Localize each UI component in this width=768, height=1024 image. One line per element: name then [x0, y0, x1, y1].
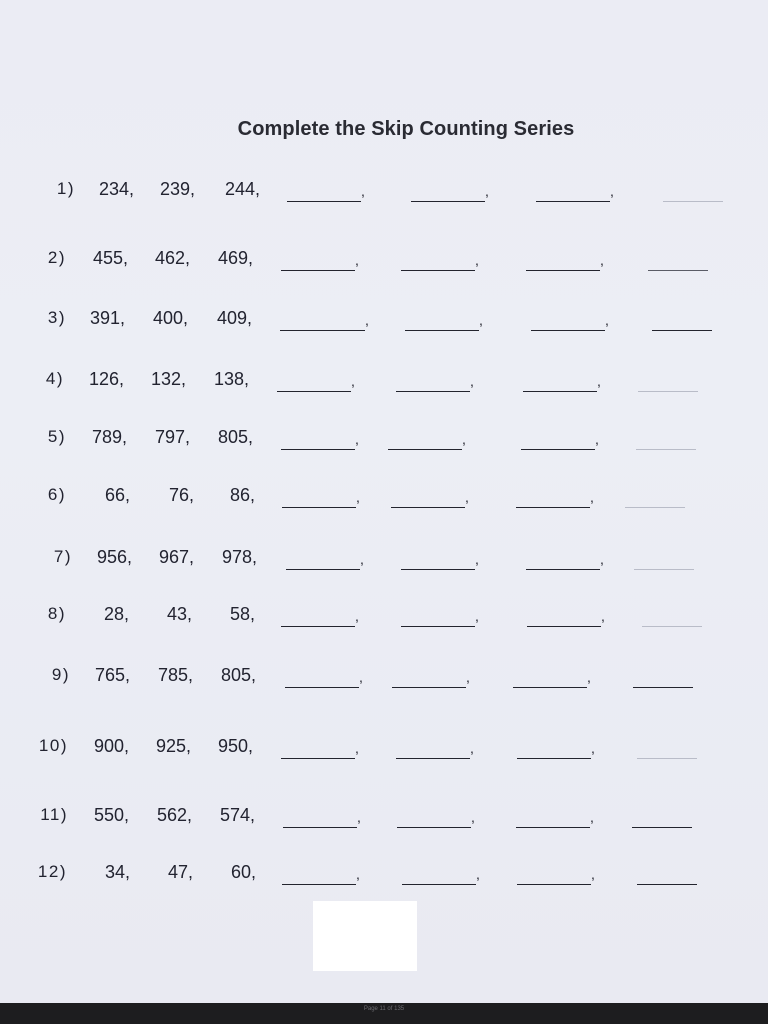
answer-blank[interactable]	[405, 308, 479, 331]
blank-comma: ,	[470, 373, 474, 389]
page-title: Complete the Skip Counting Series	[237, 118, 575, 140]
redaction-box	[313, 901, 417, 971]
answer-blank[interactable]	[633, 665, 693, 688]
answer-blank[interactable]	[401, 547, 475, 570]
term: 950,	[218, 736, 254, 756]
problem-row-4	[0, 369, 768, 399]
answer-blank[interactable]	[287, 179, 361, 202]
problem-number: 12)	[37, 862, 67, 881]
blank-comma: ,	[462, 431, 466, 447]
term: 462,	[155, 248, 191, 268]
page-indicator: Page 11 of 135	[363, 1006, 405, 1012]
answer-blank[interactable]	[632, 805, 692, 828]
answer-blank[interactable]	[286, 547, 360, 570]
answer-blank[interactable]	[396, 369, 470, 392]
answer-blank[interactable]	[634, 547, 694, 570]
answer-blank[interactable]	[282, 485, 356, 508]
term: 244,	[225, 179, 261, 199]
problem-number: 7)	[53, 547, 72, 566]
blank-comma: ,	[475, 551, 479, 567]
answer-blank[interactable]	[638, 369, 698, 392]
term: 574,	[220, 805, 256, 825]
problem-number: 10)	[38, 736, 68, 755]
answer-blank[interactable]	[401, 604, 475, 627]
problem-number: 1)	[56, 179, 75, 198]
problem-row-11	[0, 805, 768, 835]
blank-comma: ,	[587, 669, 591, 685]
answer-blank[interactable]	[277, 369, 351, 392]
blank-comma: ,	[479, 312, 483, 328]
answer-blank[interactable]	[392, 665, 466, 688]
answer-blank[interactable]	[388, 427, 462, 450]
answer-blank[interactable]	[281, 427, 355, 450]
problem-row-9	[0, 665, 768, 695]
term: 58,	[230, 604, 256, 624]
term: 900,	[94, 736, 130, 756]
term: 60,	[231, 862, 257, 882]
answer-blank[interactable]	[636, 427, 696, 450]
blank-comma: ,	[475, 252, 479, 268]
answer-blank[interactable]	[527, 604, 601, 627]
blank-comma: ,	[470, 740, 474, 756]
blank-comma: ,	[365, 312, 369, 328]
blank-comma: ,	[355, 431, 359, 447]
term: 469,	[218, 248, 254, 268]
answer-blank[interactable]	[523, 369, 597, 392]
answer-blank[interactable]	[401, 248, 475, 271]
blank-comma: ,	[357, 809, 361, 825]
term: 765,	[95, 665, 131, 685]
blank-comma: ,	[600, 252, 604, 268]
answer-blank[interactable]	[642, 604, 702, 627]
blank-comma: ,	[595, 431, 599, 447]
blank-comma: ,	[465, 489, 469, 505]
problem-number: 9)	[51, 665, 70, 684]
problem-number: 2)	[47, 248, 66, 267]
term: 86,	[230, 485, 256, 505]
problem-number: 6)	[47, 485, 66, 504]
answer-blank[interactable]	[648, 248, 708, 271]
problem-number: 11)	[40, 805, 68, 824]
blank-comma: ,	[591, 866, 595, 882]
term: 550,	[94, 805, 130, 825]
blank-comma: ,	[355, 740, 359, 756]
answer-blank[interactable]	[281, 736, 355, 759]
blank-comma: ,	[361, 183, 365, 199]
blank-comma: ,	[355, 608, 359, 624]
answer-blank[interactable]	[663, 179, 723, 202]
answer-blank[interactable]	[397, 805, 471, 828]
answer-blank[interactable]	[516, 485, 590, 508]
term: 239,	[160, 179, 196, 199]
term: 789,	[92, 427, 128, 447]
problem-row-2	[0, 248, 768, 278]
answer-blank[interactable]	[637, 736, 697, 759]
answer-blank[interactable]	[517, 736, 591, 759]
answer-blank[interactable]	[513, 665, 587, 688]
blank-comma: ,	[600, 551, 604, 567]
blank-comma: ,	[355, 252, 359, 268]
answer-blank[interactable]	[625, 485, 685, 508]
problem-number: 4)	[45, 369, 64, 388]
term: 785,	[158, 665, 194, 685]
blank-comma: ,	[605, 312, 609, 328]
blank-comma: ,	[597, 373, 601, 389]
term: 797,	[155, 427, 191, 447]
answer-blank[interactable]	[281, 248, 355, 271]
term: 28,	[104, 604, 130, 624]
term: 66,	[105, 485, 131, 505]
answer-blank[interactable]	[637, 862, 697, 885]
blank-comma: ,	[601, 608, 605, 624]
answer-blank[interactable]	[517, 862, 591, 885]
problem-row-3	[0, 308, 768, 338]
blank-comma: ,	[476, 866, 480, 882]
problem-number: 3)	[47, 308, 66, 327]
term: 34,	[105, 862, 131, 882]
problem-number: 8)	[47, 604, 66, 623]
answer-blank[interactable]	[280, 308, 365, 331]
problem-row-12	[0, 862, 768, 892]
answer-blank[interactable]	[652, 308, 712, 331]
problem-row-7	[0, 547, 768, 577]
term: 132,	[151, 369, 187, 389]
term: 562,	[157, 805, 193, 825]
problem-row-8	[0, 604, 768, 634]
problem-row-6	[0, 485, 768, 515]
blank-comma: ,	[359, 669, 363, 685]
blank-comma: ,	[591, 740, 595, 756]
term: 978,	[222, 547, 258, 567]
term: 967,	[159, 547, 195, 567]
answer-blank[interactable]	[526, 547, 600, 570]
answer-blank[interactable]	[283, 805, 357, 828]
problem-row-5	[0, 427, 768, 457]
blank-comma: ,	[590, 809, 594, 825]
answer-blank[interactable]	[402, 862, 476, 885]
blank-comma: ,	[471, 809, 475, 825]
answer-blank[interactable]	[285, 665, 359, 688]
blank-comma: ,	[466, 669, 470, 685]
term: 956,	[97, 547, 133, 567]
answer-blank[interactable]	[411, 179, 485, 202]
term: 234,	[99, 179, 135, 199]
answer-blank[interactable]	[521, 427, 595, 450]
term: 400,	[153, 308, 189, 328]
blank-comma: ,	[475, 608, 479, 624]
answer-blank[interactable]	[396, 736, 470, 759]
term: 805,	[218, 427, 254, 447]
answer-blank[interactable]	[531, 308, 605, 331]
blank-comma: ,	[351, 373, 355, 389]
term: 43,	[167, 604, 193, 624]
term: 47,	[168, 862, 194, 882]
problem-number: 5)	[47, 427, 66, 446]
blank-comma: ,	[356, 866, 360, 882]
answer-blank[interactable]	[391, 485, 465, 508]
term: 455,	[93, 248, 129, 268]
answer-blank[interactable]	[281, 604, 355, 627]
answer-blank[interactable]	[536, 179, 610, 202]
blank-comma: ,	[356, 489, 360, 505]
term: 126,	[89, 369, 125, 389]
term: 76,	[169, 485, 195, 505]
problem-row-1	[0, 179, 768, 209]
term: 138,	[214, 369, 250, 389]
answer-blank[interactable]	[526, 248, 600, 271]
blank-comma: ,	[610, 183, 614, 199]
term: 925,	[156, 736, 192, 756]
answer-blank[interactable]	[516, 805, 590, 828]
blank-comma: ,	[590, 489, 594, 505]
term: 391,	[90, 308, 126, 328]
problem-row-10	[0, 736, 768, 766]
answer-blank[interactable]	[282, 862, 356, 885]
blank-comma: ,	[485, 183, 489, 199]
term: 805,	[221, 665, 257, 685]
term: 409,	[217, 308, 253, 328]
blank-comma: ,	[360, 551, 364, 567]
